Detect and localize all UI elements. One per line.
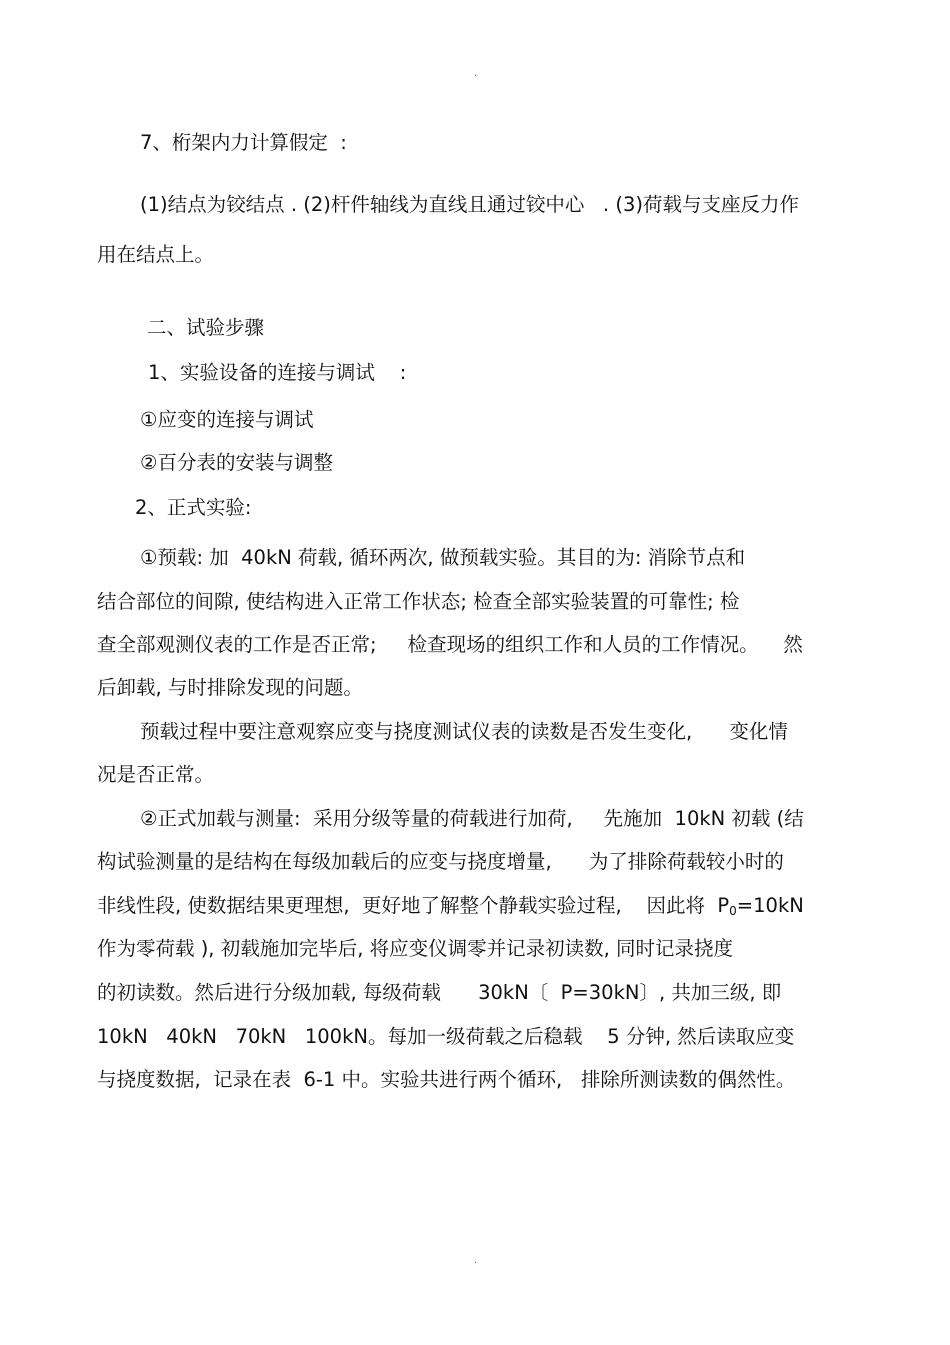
text-line: ②正式加载与测量: 采用分级等量的荷载进行加荷, 先施加 10kN 初载 (结 xyxy=(140,807,804,830)
section-heading: 二、试验步骤 xyxy=(147,316,265,339)
text-line: 查全部观测仪表的工作是否正常; 检查现场的组织工作和人员的工作情况。 然 xyxy=(97,633,803,656)
text-line: 况是否正常。 xyxy=(97,763,215,786)
text-line: ①预载: 加 40kN 荷载, 循环两次, 做预载实验。其目的为: 消除节点和 xyxy=(140,546,746,569)
text-line: 的初读数。然后进行分级加载, 每级荷载 30kN〔 P=30kN〕, 共加三级, 即 xyxy=(97,981,782,1004)
footer-mark: . xyxy=(474,1255,478,1266)
text-line xyxy=(97,894,804,923)
text-line: (1)结点为铰结点 . (2)杆件轴线为直线且通过铰中心 . (3)荷载与支座反力作 xyxy=(140,193,799,216)
text-line: ②百分表的安装与调整 xyxy=(140,451,333,474)
text-line: ①应变的连接与调试 xyxy=(140,408,314,431)
text-line: 1、实验设备的连接与调试 : xyxy=(148,361,407,384)
text-line: 预载过程中要注意观察应变与挠度测试仪表的读数是否发生变化, 变化情 xyxy=(140,720,788,743)
header-mark: . xyxy=(474,68,478,79)
text-line: 构试验测量的是结构在每级加载后的应变与挠度增量, 为了排除荷载较小时的 xyxy=(97,850,784,873)
text-fragment: 非线性段, 使数据结果更理想, 更好地了解整个静载实验过程, 因此将 P xyxy=(97,894,730,917)
text-line: 结合部位的间隙, 使结构进入正常工作状态; 检查全部实验装置的可靠性; 检 xyxy=(97,590,740,613)
text-line: 与挠度数据, 记录在表 6-1 中。实验共进行两个循环, 排除所测读数的偶然性。 xyxy=(97,1068,796,1091)
text-line: 作为零荷载 ), 初载施加完毕后, 将应变仪调零并记录初读数, 同时记录挠度 xyxy=(97,937,733,960)
text-line: 用在结点上。 xyxy=(97,243,215,266)
text-line: 10kN 40kN 70kN 100kN。每加一级荷载之后稳载 5 分钟, 然后读取应变 xyxy=(97,1025,795,1048)
text-line: 7、桁架内力计算假定 : xyxy=(140,131,347,154)
subscript: 0 xyxy=(729,904,737,918)
text-fragment: =10kN xyxy=(736,894,804,917)
text-line: 后卸载, 与时排除发现的问题。 xyxy=(97,676,363,699)
text-line: 2、正式实验: xyxy=(135,496,252,519)
